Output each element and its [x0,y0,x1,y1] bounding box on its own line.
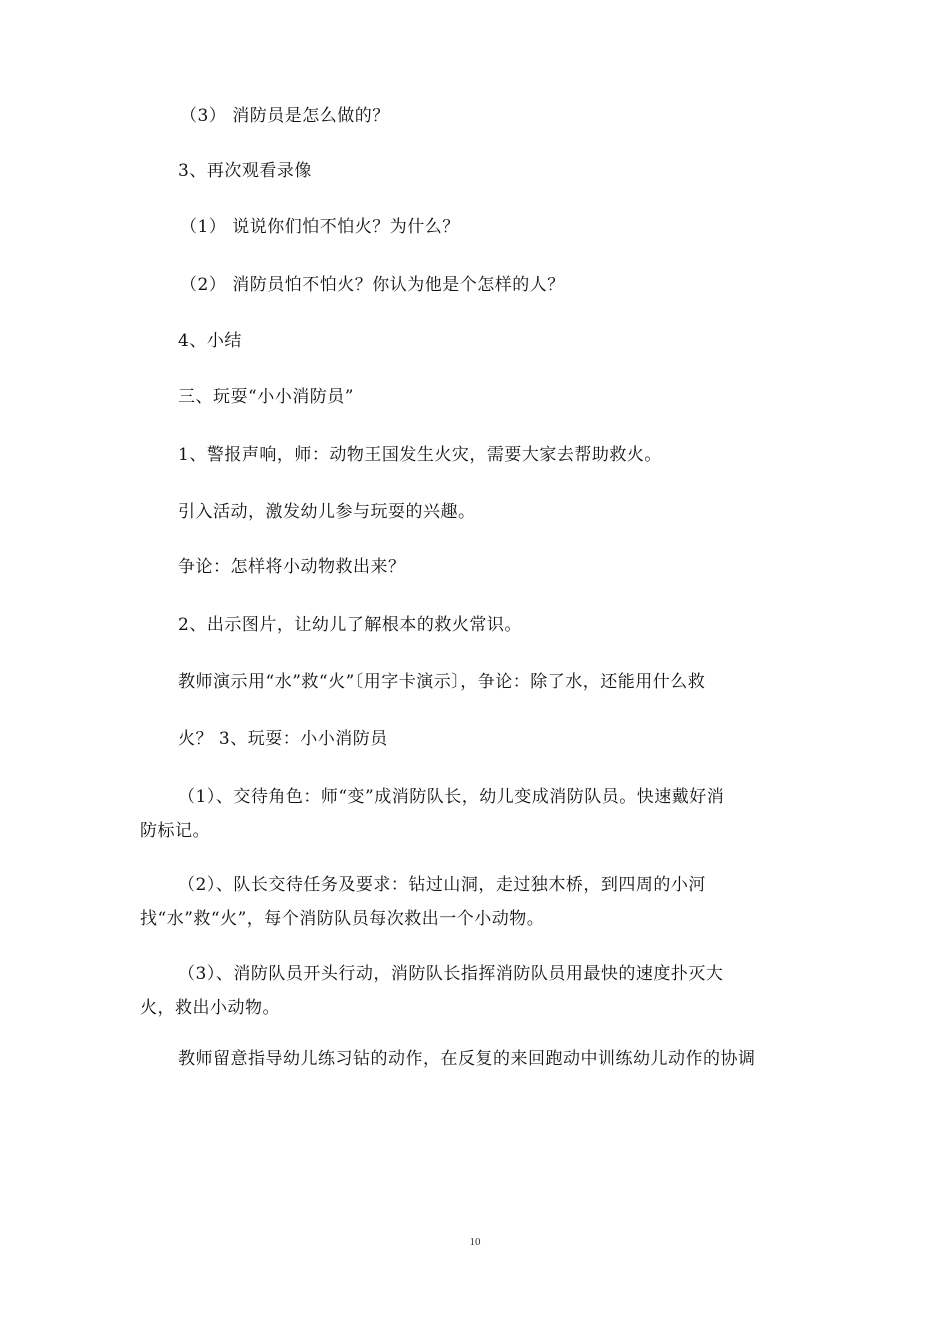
paragraph-line: 防标记。 [140,821,210,841]
paragraph-line: 找“水”救“火”，每个消防队员每次救出一个小动物。 [140,909,545,929]
text-line: 引入活动，激发幼儿参与玩耍的兴趣。 [178,502,476,522]
text-line: （3） 消防员是怎么做的？ [180,106,390,126]
section-heading: 三、玩耍“小小消防员” [178,387,354,407]
section-heading: 4、小结 [178,331,242,351]
paragraph [140,868,706,936]
paragraph-line: （3）、消防队员开头行动，消防队长指挥消防队员用最快的速度扑灭大 [178,964,724,984]
paragraph-line: 火，救出小动物。 [140,998,280,1018]
text-line: 3、再次观看录像 [178,161,312,181]
text-line: 火？ 3、玩耍：小小消防员 [178,729,388,749]
paragraph-line: （2）、队长交待任务及要求：钻过山洞，走过独木桥，到四周的小河 [178,875,706,895]
text-line: 争论：怎样将小动物救出来？ [178,557,406,577]
text-line: 1、警报声响，师：动物王国发生火灾，需要大家去帮助救火。 [178,445,662,465]
text-line: 2、出示图片，让幼儿了解根本的救火常识。 [178,615,522,635]
paragraph [140,780,724,848]
paragraph-line: （1）、交待角色：师“变”成消防队长，幼儿变成消防队员。快速戴好消 [178,787,725,807]
paragraph [140,957,723,1025]
page-number: 10 [469,1236,481,1248]
text-line: （2） 消防员怕不怕火？你认为他是个怎样的人？ [180,275,565,295]
text-line: （1） 说说你们怕不怕火？为什么？ [180,217,460,237]
text-line: 教师演示用“水”救“火”〔用字卡演示〕，争论：除了水，还能用什么救 [178,672,706,692]
text-line: 教师留意指导幼儿练习钻的动作，在反复的来回跑动中训练幼儿动作的协调 [178,1049,756,1069]
